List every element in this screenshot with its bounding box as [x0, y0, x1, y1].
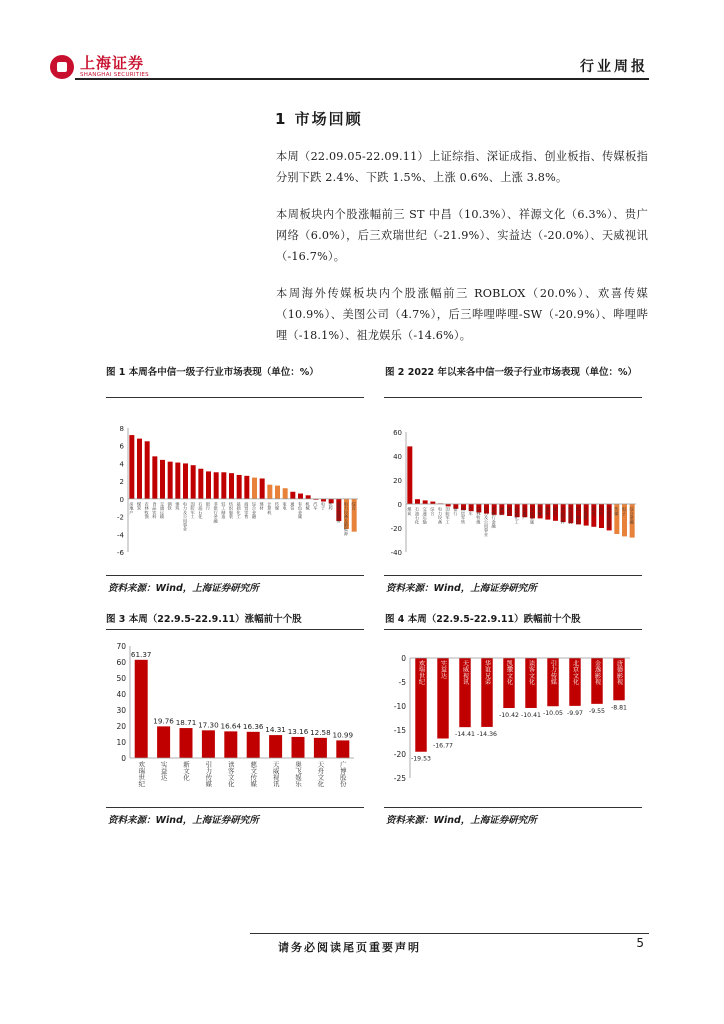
bar — [237, 475, 242, 499]
category-label: 引力传媒 — [549, 660, 557, 685]
fig1-chart — [106, 410, 364, 570]
y-tick-label: -5 — [398, 678, 406, 687]
value-label: -8.81 — [610, 704, 628, 712]
y-tick-label: 30 — [116, 706, 126, 715]
category-label: 电力及公用事业 — [183, 501, 188, 532]
y-tick-label: 4 — [119, 460, 124, 469]
category-label: 综合金融 — [629, 507, 635, 524]
category-label: 凯撒文化 — [505, 660, 513, 685]
category-label: 建材 — [545, 507, 551, 516]
category-label: 通信 — [290, 501, 296, 511]
fig4-bottom-rule — [384, 807, 642, 808]
value-label: -10.05 — [543, 710, 563, 718]
value-label: -16.77 — [433, 742, 453, 750]
bar — [183, 463, 188, 498]
bar — [415, 499, 420, 504]
bar — [214, 472, 219, 499]
category-label: 有色金属 — [530, 507, 535, 524]
category-label: 慈文传媒 — [249, 761, 258, 787]
y-tick-label: -25 — [393, 774, 406, 783]
fig1-source: 资料来源：Wind，上海证券研究所 — [108, 583, 259, 594]
category-label: 汽车 — [313, 501, 319, 511]
value-label: 17.30 — [198, 720, 219, 730]
category-label: 房地产 — [522, 507, 528, 520]
category-label: 综合 — [430, 507, 436, 516]
fig2-source: 资料来源：Wind，上海证券研究所 — [386, 583, 537, 594]
category-label: 广博股份 — [338, 761, 347, 787]
category-label: 交通运输 — [422, 507, 428, 524]
value-label: -19.53 — [411, 755, 431, 763]
fig2-title: 图 2 2022 年以来各中信一级子行业市场表现（单位：%） — [385, 367, 637, 378]
y-tick-label: 0 — [119, 495, 124, 504]
category-label: 食品饮料 — [152, 501, 158, 519]
fig3-source: 资料来源：Wind，上海证券研究所 — [108, 815, 259, 826]
value-label: -14.36 — [477, 730, 497, 738]
value-label: 19.76 — [153, 716, 174, 726]
category-label: 家电 — [591, 507, 597, 516]
category-label: 石油石化 — [198, 501, 204, 519]
category-label: 北京文化 — [571, 660, 579, 685]
category-label: 传媒 — [275, 501, 280, 511]
category-label: 新文化 — [182, 761, 190, 781]
category-label: 通信 — [553, 507, 558, 516]
category-label: 计算机 — [267, 501, 273, 515]
y-tick-label: 40 — [393, 453, 402, 461]
bar — [157, 726, 170, 758]
y-tick-label: 20 — [393, 477, 402, 485]
fig4-source: 资料来源：Wind，上海证券研究所 — [386, 815, 537, 826]
category-label: 房地产 — [129, 501, 135, 515]
bar — [224, 731, 237, 758]
category-label: 轻工制造 — [221, 501, 227, 519]
category-label: 煤炭 — [137, 501, 142, 511]
category-label: 食品饮料 — [560, 507, 566, 524]
bar — [168, 462, 173, 499]
category-label: 农林牧渔 — [476, 507, 482, 524]
fig2-chart — [384, 420, 642, 570]
category-label: 建筑 — [175, 501, 181, 511]
footer-disclaimer: 请务必阅读尾页重要声明 — [278, 941, 421, 954]
bar — [137, 439, 142, 499]
fig1-top-rule — [106, 397, 364, 398]
value-label: 14.31 — [265, 725, 286, 735]
bar — [244, 476, 249, 499]
bar — [145, 441, 150, 499]
fig2-top-rule — [384, 397, 642, 398]
category-label: 有色金属 — [298, 501, 303, 519]
category-label: 综合金融 — [252, 501, 257, 519]
category-label: 商贸零售 — [244, 501, 250, 519]
y-tick-label: 0 — [401, 654, 406, 663]
value-label: 12.58 — [310, 727, 331, 737]
fig3-bottom-rule — [106, 807, 364, 808]
bar — [247, 732, 260, 758]
value-label: 16.64 — [220, 721, 242, 731]
category-label: 煤炭 — [407, 507, 413, 516]
y-tick-label: 6 — [119, 442, 124, 451]
category-label: 商贸零售 — [461, 507, 466, 524]
y-tick-label: 70 — [116, 642, 126, 651]
category-label: 汽车 — [468, 507, 474, 516]
bar — [221, 472, 226, 499]
value-label: 18.71 — [175, 718, 197, 728]
category-label: 机械 — [537, 507, 543, 516]
category-label: 欢瑞世纪 — [137, 761, 146, 787]
bar — [267, 485, 272, 499]
category-label: 天舟文化 — [316, 761, 325, 787]
bar — [336, 740, 349, 758]
bar — [206, 471, 211, 498]
category-label: 非银行金融 — [491, 507, 497, 528]
category-label: 轻工制造 — [576, 507, 581, 524]
bar — [292, 737, 305, 758]
category-label: 电子 — [321, 501, 326, 511]
category-label: 交通运输 — [160, 501, 165, 519]
category-label: 医药 — [599, 507, 604, 516]
y-tick-label: 60 — [393, 429, 402, 437]
header-divider — [75, 78, 649, 80]
category-label: 电子 — [622, 507, 627, 516]
bar — [160, 460, 165, 499]
fig1-bottom-rule — [106, 575, 364, 576]
bar — [152, 456, 157, 499]
category-label: 基础化工 — [236, 501, 242, 519]
bar — [135, 660, 148, 758]
logo-en-text: SHANGHAI SECURITIES — [80, 71, 149, 78]
fig1-title: 图 1 本周各中信一级子行业市场表现（单位：%） — [106, 367, 319, 378]
y-tick-label: 0 — [121, 754, 126, 763]
category-label: 消费者服务 — [606, 507, 612, 528]
footer-divider — [250, 933, 649, 934]
paragraph-3: 本周海外传媒板块内个股涨幅前三 ROBLOX（20.0%）、欢喜传媒（10.9%）、美图公司（4.7%），后三哔哩哔哩-SW（-20.9%）、哔哩哔哩（-18.1%）、祖龙娱乐（-14.6%）。 — [276, 287, 648, 342]
value-label: 13.16 — [287, 726, 309, 736]
y-tick-label: 8 — [119, 425, 124, 433]
bar — [180, 728, 193, 758]
bar — [260, 478, 265, 498]
bar — [283, 488, 288, 499]
value-label: -9.55 — [588, 707, 606, 715]
bar — [269, 735, 282, 758]
category-label: 纺织服装 — [568, 507, 574, 524]
category-label: 电力及公用事业 — [484, 507, 489, 537]
bar — [252, 478, 257, 499]
bar — [275, 486, 280, 499]
y-tick-label: -40 — [390, 549, 402, 557]
bar — [202, 730, 215, 758]
category-label: 非银行金融 — [213, 501, 219, 523]
bar — [407, 446, 412, 504]
category-label: 钢铁 — [167, 501, 173, 511]
y-tick-label: 60 — [116, 658, 126, 667]
fig3-title: 图 3 本周（22.9.5-22.9.11）涨幅前十个股 — [106, 614, 302, 625]
category-label: 机械 — [305, 501, 311, 511]
fig4-top-rule — [384, 629, 642, 630]
category-label: 农林牧渔 — [144, 501, 150, 519]
category-label: 读客文化 — [226, 761, 235, 787]
value-label: -10.42 — [499, 712, 519, 720]
value-label: -10.41 — [521, 711, 541, 719]
category-label: 建筑 — [507, 507, 512, 516]
category-label: 银行 — [206, 501, 211, 511]
category-label: 天威视讯 — [271, 761, 280, 787]
y-tick-label: 40 — [116, 690, 126, 699]
category-label: 奥飞娱乐 — [294, 761, 302, 787]
paragraph-1: 本周（22.09.05-22.09.11）上证综指、深证成指、创业板指、传媒板指分别下跌 2.4%、下跌 1.5%、上涨 0.6%、上涨 3.8%。 — [276, 150, 648, 184]
section-title: 1 市场回顾 — [275, 110, 363, 128]
category-label: 华谊兄弟 — [483, 660, 491, 685]
value-label: -14.41 — [455, 731, 475, 739]
category-label: 欢瑞世纪 — [417, 660, 425, 685]
bar — [306, 495, 311, 499]
bar — [290, 492, 295, 499]
category-label: 银行 — [453, 507, 459, 516]
category-label: 钢铁 — [499, 507, 505, 516]
category-label: 建材 — [259, 501, 265, 511]
fig3-chart — [106, 636, 364, 806]
value-label: 61.37 — [130, 649, 152, 659]
category-label: 金逸影视 — [593, 660, 601, 685]
y-tick-label: -20 — [390, 525, 402, 533]
category-label: 实益达 — [159, 761, 168, 781]
category-label: 国防军工 — [190, 501, 196, 519]
category-label: 电力设备 — [438, 507, 443, 524]
category-label: 消费者服务 — [336, 501, 342, 523]
company-logo — [50, 55, 149, 79]
category-label: 国防军工 — [445, 507, 451, 524]
y-tick-label: -4 — [117, 531, 124, 540]
bar — [198, 469, 203, 499]
bar — [314, 738, 327, 758]
bar — [423, 500, 428, 504]
category-label: 实益达 — [439, 660, 447, 679]
y-tick-label: 50 — [116, 674, 126, 683]
category-label: 电力设备及新能源 — [344, 501, 349, 536]
category-label: 读客文化 — [527, 660, 535, 685]
bar — [129, 435, 134, 499]
logo-mark-icon — [50, 55, 74, 79]
y-tick-label: -2 — [117, 513, 124, 522]
category-label: 计算机 — [583, 507, 589, 520]
value-label: 16.36 — [242, 721, 264, 731]
bar — [175, 463, 180, 499]
paragraph-2: 本周板块内个股涨幅前三 ST 中昌（10.3%）、祥源文化（6.3%）、贵广网络（6.0%），后三欢瑞世纪（-21.9%）、实益达（-20.0%）、天威视讯（-16.7%）。 — [276, 208, 648, 263]
page-number: 5 — [636, 936, 644, 950]
category-label: 医药 — [328, 501, 334, 511]
value-label: -9.97 — [566, 709, 584, 717]
category-label: 纺织服装 — [229, 501, 234, 519]
category-label: 综合 — [351, 501, 357, 511]
y-tick-label: 2 — [119, 478, 124, 487]
fig3-top-rule — [106, 629, 364, 630]
y-tick-label: 0 — [397, 501, 402, 509]
report-type: 行业周报 — [580, 59, 648, 75]
category-label: 家电 — [282, 501, 288, 511]
bar — [298, 494, 303, 499]
bar — [229, 473, 234, 499]
category-label: 天威视讯 — [461, 660, 469, 685]
y-tick-label: -10 — [393, 702, 406, 711]
y-tick-label: -6 — [117, 549, 124, 557]
category-label: 基础化工 — [514, 507, 520, 524]
fig4-title: 图 4 本周（22.9.5-22.9.11）跌幅前十个股 — [385, 614, 581, 625]
category-label: 引力传媒 — [204, 761, 213, 787]
value-label: 10.99 — [332, 730, 354, 740]
fig4-chart — [384, 646, 642, 806]
y-tick-label: 10 — [116, 738, 126, 747]
category-label: 石油石化 — [415, 507, 420, 524]
fig2-bottom-rule — [384, 575, 642, 576]
y-tick-label: -20 — [393, 750, 406, 759]
category-label: 唐德影视 — [615, 660, 623, 685]
category-label: 传媒 — [614, 507, 620, 516]
logo-cn-text: 上海证券 — [80, 53, 145, 72]
y-tick-label: -15 — [393, 726, 406, 735]
y-tick-label: 20 — [116, 722, 126, 731]
bar — [191, 465, 196, 499]
